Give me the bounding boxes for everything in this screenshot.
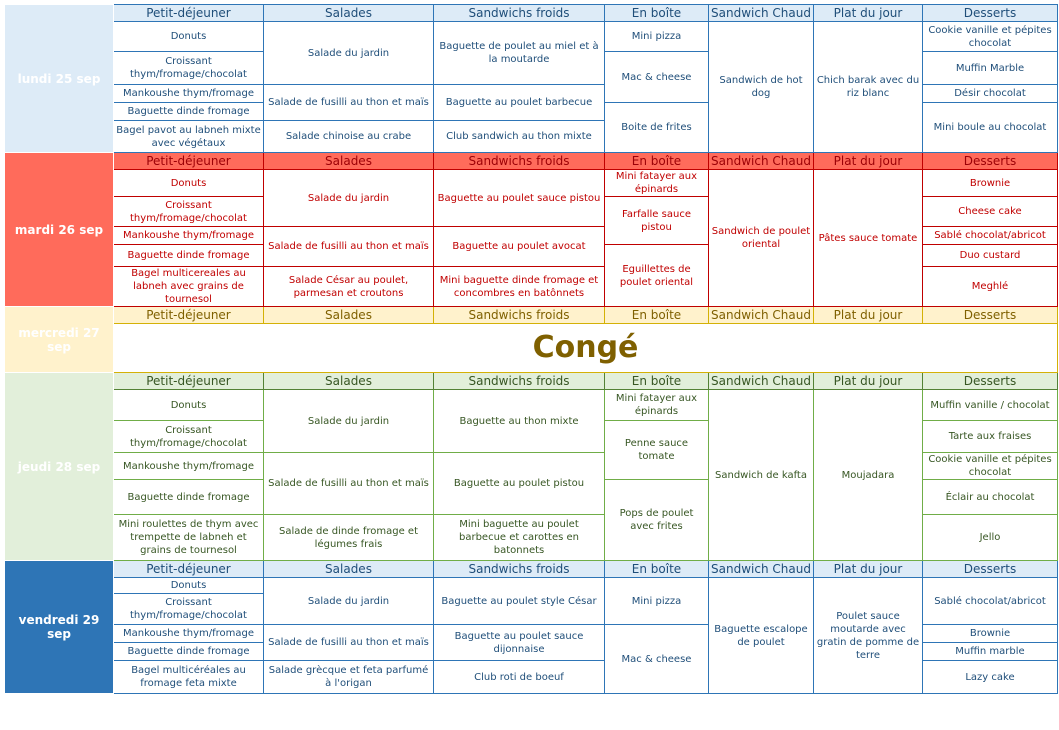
day-block-tuesday — [5, 153, 1058, 307]
header-desserts: Desserts — [923, 307, 1058, 324]
cold-sandwich-item: Baguette au poulet pistou — [434, 453, 605, 515]
dessert-item: Brownie — [923, 170, 1058, 197]
header-sandwichs-froids: Sandwichs froids — [434, 373, 605, 390]
header-sandwich-chaud: Sandwich Chaud — [709, 5, 814, 22]
header-petit-dejeuner: Petit-déjeuner — [114, 153, 264, 170]
header-en-boite: En boîte — [605, 561, 709, 578]
cold-sandwich-item: Baguette au poulet style César — [434, 578, 605, 625]
header-petit-dejeuner: Petit-déjeuner — [114, 373, 264, 390]
box-item: Penne sauce tomate — [605, 421, 709, 480]
breakfast-item: Donuts — [114, 22, 264, 52]
header-sandwich-chaud: Sandwich Chaud — [709, 307, 814, 324]
salad-item: Salade de fusilli au thon et maïs — [264, 625, 434, 661]
breakfast-item: Baguette dinde fromage — [114, 245, 264, 267]
cold-sandwich-item: Baguette au poulet avocat — [434, 227, 605, 267]
salad-item: Salade César au poulet, parmesan et croutons — [264, 267, 434, 307]
dessert-item: Éclair au chocolat — [923, 480, 1058, 515]
cold-sandwich-item: Mini baguette au poulet barbecue et carottes en batonnets — [434, 515, 605, 561]
day-label: mardi 26 sep — [5, 153, 114, 307]
header-en-boite: En boîte — [605, 307, 709, 324]
cold-sandwich-item: Club sandwich au thon mixte — [434, 121, 605, 153]
breakfast-item: Mankoushe thym/fromage — [114, 227, 264, 245]
salad-item: Salade de dinde fromage et légumes frais — [264, 515, 434, 561]
box-item: Mac & cheese — [605, 625, 709, 694]
cold-sandwich-item: Mini baguette dinde fromage et concombres en batônnets — [434, 267, 605, 307]
header-salades: Salades — [264, 307, 434, 324]
header-row — [5, 307, 1058, 324]
box-item: Farfalle sauce pistou — [605, 197, 709, 245]
header-salades: Salades — [264, 373, 434, 390]
cold-sandwich-item: Baguette au poulet sauce pistou — [434, 170, 605, 227]
dessert-item: Sablé chocolat/abricot — [923, 578, 1058, 625]
cold-sandwich-item: Club roti de boeuf — [434, 661, 605, 694]
header-en-boite: En boîte — [605, 373, 709, 390]
header-sandwich-chaud: Sandwich Chaud — [709, 373, 814, 390]
header-row — [5, 5, 1058, 22]
breakfast-item: Mini roulettes de thym avec trempette de labneh et grains de tournesol — [114, 515, 264, 561]
header-salades: Salades — [264, 561, 434, 578]
dessert-item: Tarte aux fraises — [923, 421, 1058, 453]
breakfast-item: Bagel multicereales au labneh avec grains de tournesol — [114, 267, 264, 307]
header-petit-dejeuner: Petit-déjeuner — [114, 561, 264, 578]
dessert-item: Brownie — [923, 625, 1058, 643]
header-plat-du-jour: Plat du jour — [814, 373, 923, 390]
box-item: Pops de poulet avec frites — [605, 480, 709, 561]
header-sandwichs-froids: Sandwichs froids — [434, 561, 605, 578]
header-desserts: Desserts — [923, 561, 1058, 578]
salad-item: Salade du jardin — [264, 22, 434, 85]
box-item: Mini fatayer aux épinards — [605, 390, 709, 421]
day-label: jeudi 28 sep — [5, 373, 114, 561]
dessert-item: Duo custard — [923, 245, 1058, 267]
header-sandwichs-froids: Sandwichs froids — [434, 153, 605, 170]
day-block-friday — [5, 561, 1058, 694]
breakfast-item: Donuts — [114, 578, 264, 594]
header-sandwichs-froids: Sandwichs froids — [434, 5, 605, 22]
hot-sandwich-item: Sandwich de hot dog — [709, 22, 814, 153]
box-item: Boite de frites — [605, 103, 709, 153]
cold-sandwich-item: Baguette de poulet au miel et à la moutarde — [434, 22, 605, 85]
breakfast-item: Mankoushe thym/fromage — [114, 85, 264, 103]
dish-of-the-day: Chich barak avec du riz blanc — [814, 22, 923, 153]
hot-sandwich-item: Sandwich de poulet oriental — [709, 170, 814, 307]
dessert-item: Cookie vanille et pépites chocolat — [923, 22, 1058, 52]
breakfast-item: Croissant thym/fromage/chocolat — [114, 52, 264, 85]
header-salades: Salades — [264, 5, 434, 22]
breakfast-item: Baguette dinde fromage — [114, 103, 264, 121]
header-plat-du-jour: Plat du jour — [814, 307, 923, 324]
header-petit-dejeuner: Petit-déjeuner — [114, 5, 264, 22]
salad-item: Salade du jardin — [264, 390, 434, 453]
breakfast-item: Croissant thym/fromage/chocolat — [114, 594, 264, 625]
box-item: Eguillettes de poulet oriental — [605, 245, 709, 307]
hot-sandwich-item: Baguette escalope de poulet — [709, 578, 814, 694]
dessert-item: Désir chocolat — [923, 85, 1058, 103]
box-item: Mini pizza — [605, 22, 709, 52]
header-plat-du-jour: Plat du jour — [814, 153, 923, 170]
breakfast-item: Baguette dinde fromage — [114, 643, 264, 661]
day-label: mercredi 27 sep — [5, 307, 114, 373]
dish-of-the-day: Moujadara — [814, 390, 923, 561]
header-sandwich-chaud: Sandwich Chaud — [709, 153, 814, 170]
salad-item: Salade grècque et feta parfumé à l'origan — [264, 661, 434, 694]
dessert-item: Cheese cake — [923, 197, 1058, 227]
dessert-item: Muffin marble — [923, 643, 1058, 661]
breakfast-item: Donuts — [114, 170, 264, 197]
box-item: Mini pizza — [605, 578, 709, 625]
day-block-wednesday — [5, 307, 1058, 373]
breakfast-item: Croissant thym/fromage/chocolat — [114, 197, 264, 227]
header-en-boite: En boîte — [605, 5, 709, 22]
breakfast-item: Baguette dinde fromage — [114, 480, 264, 515]
dessert-item: Mini boule au chocolat — [923, 103, 1058, 153]
hot-sandwich-item: Sandwich de kafta — [709, 390, 814, 561]
salad-item: Salade chinoise au crabe — [264, 121, 434, 153]
dish-of-the-day: Poulet sauce moutarde avec gratin de pomme de terre — [814, 578, 923, 694]
header-salades: Salades — [264, 153, 434, 170]
salad-item: Salade du jardin — [264, 170, 434, 227]
breakfast-item: Mankoushe thym/fromage — [114, 453, 264, 480]
weekly-menu-table — [4, 4, 1058, 694]
cold-sandwich-item: Baguette au poulet barbecue — [434, 85, 605, 121]
dessert-item: Cookie vanille et pépites chocolat — [923, 453, 1058, 480]
salad-item: Salade de fusilli au thon et maïs — [264, 227, 434, 267]
day-block-monday — [5, 5, 1058, 153]
dessert-item: Lazy cake — [923, 661, 1058, 694]
salad-item: Salade de fusilli au thon et maïs — [264, 85, 434, 121]
dessert-item: Jello — [923, 515, 1058, 561]
dessert-item: Meghlé — [923, 267, 1058, 307]
header-desserts: Desserts — [923, 153, 1058, 170]
breakfast-item: Mankoushe thym/fromage — [114, 625, 264, 643]
breakfast-item: Bagel multicéréales au fromage feta mixte — [114, 661, 264, 694]
breakfast-item: Bagel pavot au labneh mixte avec végétaux — [114, 121, 264, 153]
breakfast-item: Croissant thym/fromage/chocolat — [114, 421, 264, 453]
header-row — [5, 561, 1058, 578]
box-item: Mac & cheese — [605, 52, 709, 103]
header-desserts: Desserts — [923, 5, 1058, 22]
dish-of-the-day: Pâtes sauce tomate — [814, 170, 923, 307]
day-label: vendredi 29 sep — [5, 561, 114, 694]
breakfast-item: Donuts — [114, 390, 264, 421]
day-label: lundi 25 sep — [5, 5, 114, 153]
cold-sandwich-item: Baguette au poulet sauce dijonnaise — [434, 625, 605, 661]
header-desserts: Desserts — [923, 373, 1058, 390]
header-en-boite: En boîte — [605, 153, 709, 170]
cold-sandwich-item: Baguette au thon mixte — [434, 390, 605, 453]
holiday-banner: Congé — [114, 324, 1058, 373]
dessert-item: Muffin Marble — [923, 52, 1058, 85]
header-row — [5, 373, 1058, 390]
header-sandwich-chaud: Sandwich Chaud — [709, 561, 814, 578]
header-plat-du-jour: Plat du jour — [814, 561, 923, 578]
day-block-thursday — [5, 373, 1058, 561]
dessert-item: Muffin vanille / chocolat — [923, 390, 1058, 421]
header-plat-du-jour: Plat du jour — [814, 5, 923, 22]
dessert-item: Sablé chocolat/abricot — [923, 227, 1058, 245]
salad-item: Salade du jardin — [264, 578, 434, 625]
header-petit-dejeuner: Petit-déjeuner — [114, 307, 264, 324]
header-row — [5, 153, 1058, 170]
header-sandwichs-froids: Sandwichs froids — [434, 307, 605, 324]
box-item: Mini fatayer aux épinards — [605, 170, 709, 197]
salad-item: Salade de fusilli au thon et maïs — [264, 453, 434, 515]
